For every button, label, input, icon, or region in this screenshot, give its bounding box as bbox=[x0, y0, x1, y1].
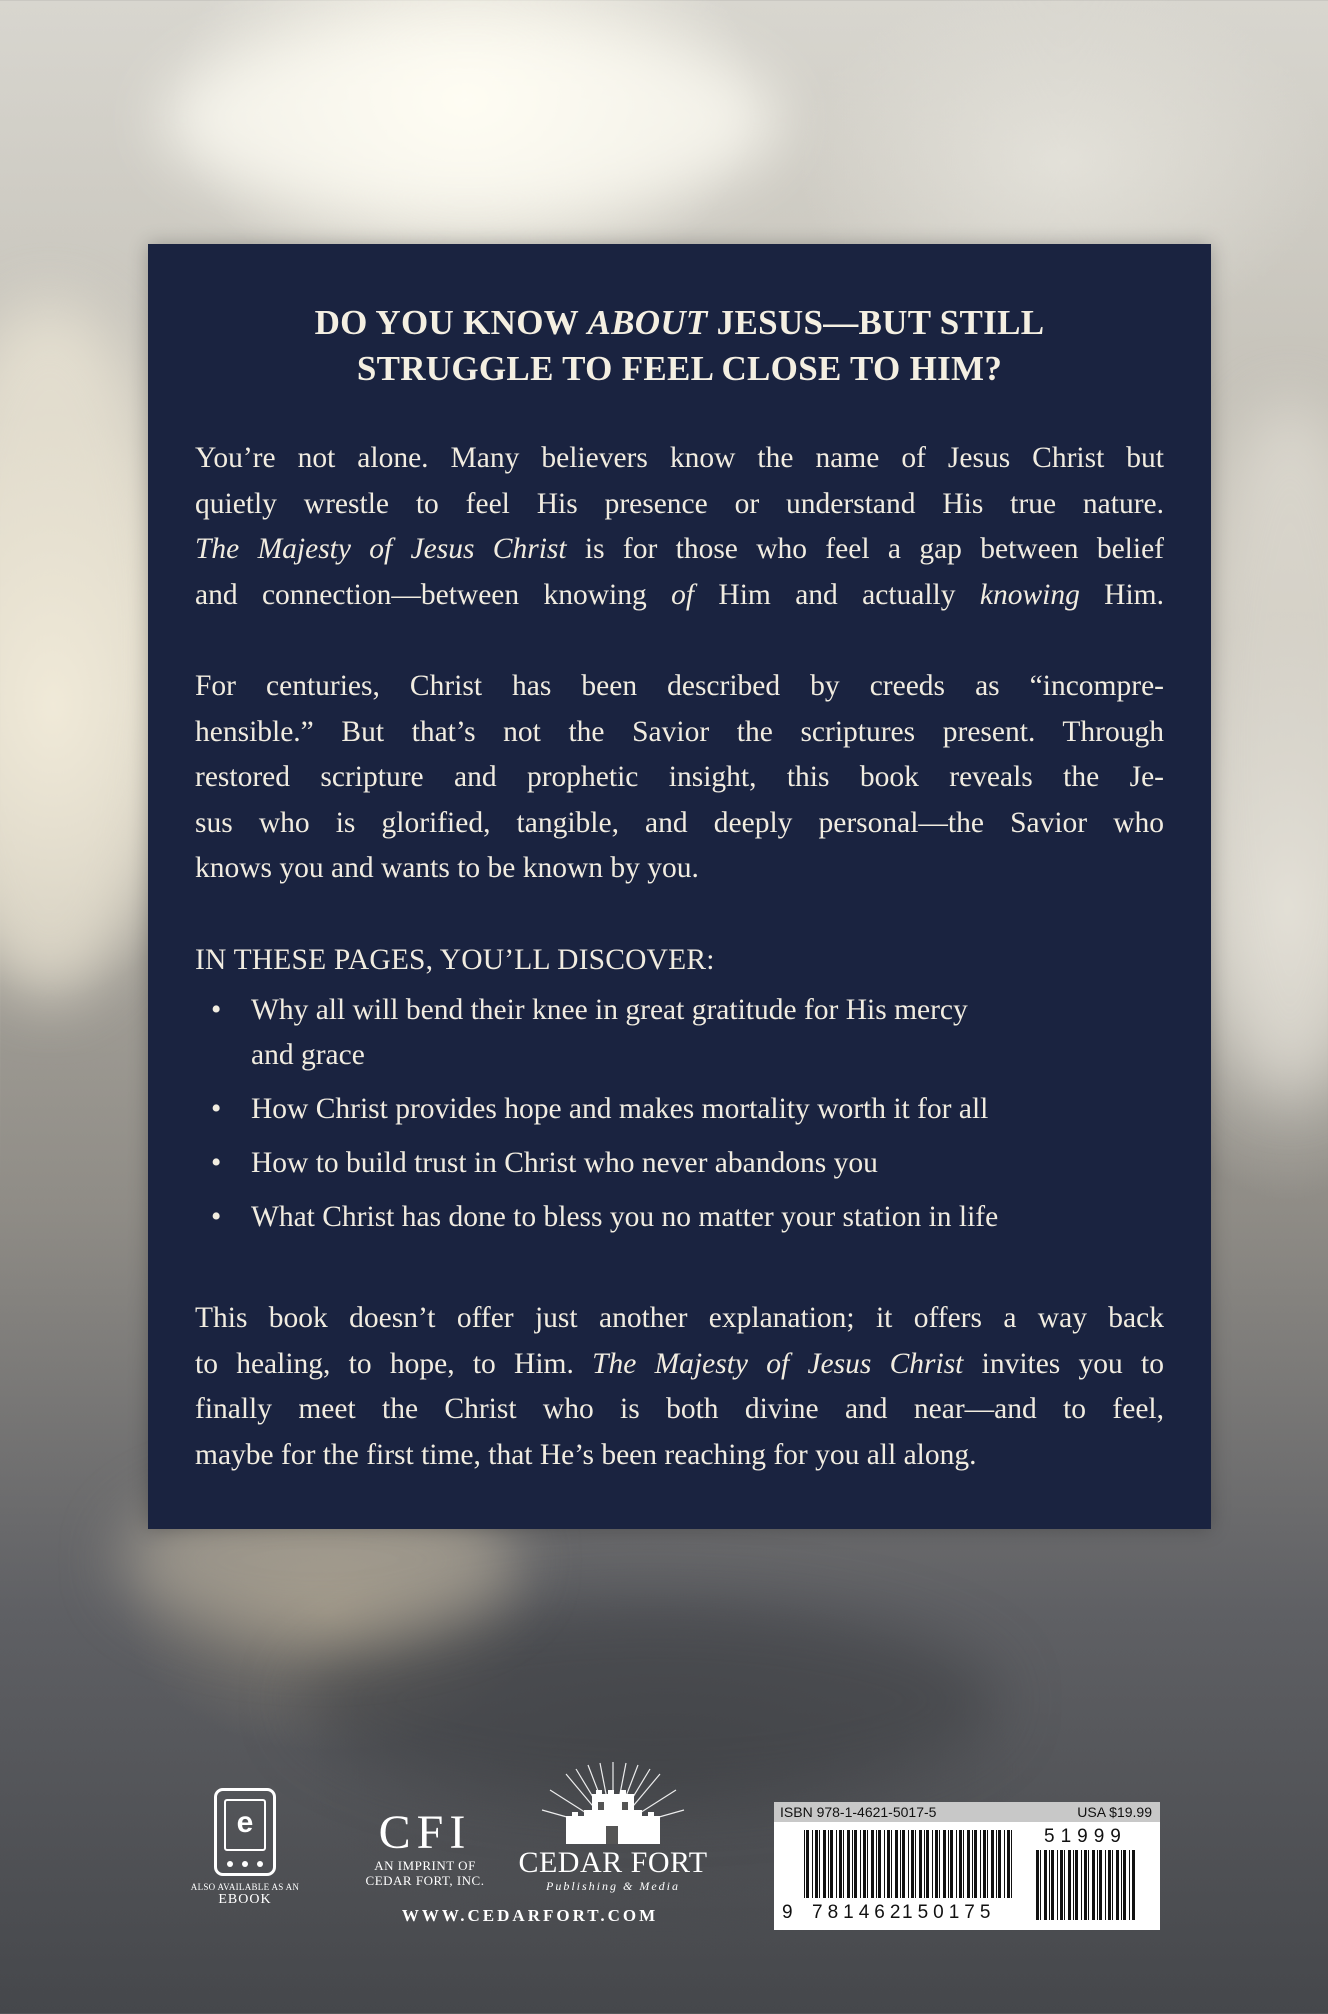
barcode-bar bbox=[1007, 1830, 1010, 1898]
barcode-bar bbox=[823, 1830, 826, 1898]
cfi-logo bbox=[350, 1808, 500, 1888]
paragraph-text: Him. bbox=[1079, 578, 1164, 611]
bullet-icon: • bbox=[211, 1147, 222, 1179]
barcode-bar bbox=[887, 1830, 890, 1898]
barcode-bar bbox=[1057, 1850, 1058, 1920]
barcode-bar bbox=[1116, 1850, 1119, 1920]
list-item-text: What Christ has done to bless you no matter your station in life bbox=[251, 1201, 999, 1233]
ebook-label: EBOOK bbox=[218, 1892, 272, 1907]
publisher-website: WWW.CEDARFORT.COM bbox=[401, 1906, 659, 1925]
bullet-icon: • bbox=[211, 994, 222, 1026]
headline-line-2: STRUGGLE TO FEEL CLOSE TO HIM? bbox=[356, 349, 1003, 388]
barcode-bar bbox=[1088, 1850, 1089, 1920]
barcode-bar bbox=[1073, 1850, 1074, 1920]
barcode-bar bbox=[852, 1830, 853, 1898]
barcode-icon bbox=[774, 1822, 1160, 1930]
barcode-bar bbox=[908, 1830, 909, 1898]
barcode-bar bbox=[1049, 1850, 1050, 1920]
barcode-bar bbox=[900, 1830, 901, 1898]
barcode-bar bbox=[943, 1830, 946, 1898]
barcode-digit: 9 bbox=[782, 1902, 793, 1923]
barcode-bar bbox=[1132, 1850, 1135, 1920]
barcode-bar bbox=[974, 1830, 977, 1898]
barcode-bar bbox=[1123, 1850, 1126, 1920]
list-item-text: How Christ provides hope and makes mortality worth it for all bbox=[251, 1093, 989, 1125]
barcode-bar bbox=[924, 1830, 925, 1898]
barcode-bar bbox=[1044, 1850, 1047, 1920]
barcode-bar bbox=[847, 1830, 850, 1898]
barcode-bar bbox=[967, 1830, 970, 1898]
paragraph-text: Him and actually bbox=[694, 578, 980, 611]
barcode-bar bbox=[1068, 1850, 1071, 1920]
barcode-bar bbox=[991, 1830, 994, 1898]
barcode-bar bbox=[980, 1830, 981, 1898]
castle-icon bbox=[538, 1760, 688, 1846]
paragraph-line: You’re not alone. Many believers know the name of Jesus Christ but bbox=[195, 442, 1164, 474]
intro-paragraph bbox=[195, 436, 1164, 618]
barcode-bar bbox=[1084, 1850, 1087, 1920]
barcode-bar bbox=[843, 1830, 844, 1898]
bullet-icon: • bbox=[211, 1201, 222, 1233]
barcode-digits-right: 150175 bbox=[902, 1902, 996, 1923]
barcode-bar bbox=[863, 1830, 866, 1898]
barcode-bar bbox=[812, 1830, 813, 1898]
barcode-bar bbox=[836, 1830, 837, 1898]
barcode-addon: 51999 bbox=[1044, 1826, 1127, 1847]
barcode-bar bbox=[1129, 1850, 1130, 1920]
paragraph-line: sus who is glorified, tangible, and deeply personal—the Savior who bbox=[195, 806, 1164, 839]
barcode-bar bbox=[828, 1830, 829, 1898]
barcode-bar bbox=[876, 1830, 877, 1898]
cedar-fort-logo bbox=[518, 1760, 708, 1894]
bullet-icon: • bbox=[211, 1093, 222, 1125]
list-item-text: Why all will bend their knee in great gratitude for His mercy bbox=[251, 994, 968, 1026]
paragraph-line: For centuries, Christ has been described by creeds as “incompre- bbox=[195, 670, 1164, 702]
paragraph-text: is for those who feel a gap between belief bbox=[566, 533, 1164, 565]
barcode-bar bbox=[891, 1830, 892, 1898]
barcode-bar bbox=[1040, 1850, 1041, 1920]
barcode-bar bbox=[959, 1830, 962, 1898]
cfi-imprint-line: CEDAR FORT, INC. bbox=[365, 1873, 485, 1888]
e-reader-icon: e bbox=[214, 1788, 276, 1876]
paragraph-line: This book doesn’t offer just another explanation; it offers a way back bbox=[195, 1302, 1164, 1334]
cedar-fort-wordmark: CEDAR FORT bbox=[518, 1846, 708, 1879]
barcode-bar bbox=[854, 1830, 857, 1898]
barcode-bar bbox=[830, 1830, 833, 1898]
barcode-bar bbox=[902, 1830, 905, 1898]
list-item bbox=[195, 1195, 1164, 1240]
barcode-bar bbox=[996, 1830, 997, 1898]
paragraph-text: to healing, to hope, to Him. bbox=[195, 1347, 593, 1380]
paragraph-line bbox=[195, 1342, 1164, 1388]
cloud-highlight bbox=[160, 20, 780, 220]
barcode-bar bbox=[1112, 1850, 1113, 1920]
paragraph-line: hensible.” But that’s not the Savior the scriptures present. Through bbox=[195, 715, 1164, 748]
list-item bbox=[195, 1087, 1164, 1132]
publisher-footer bbox=[0, 1760, 1328, 1940]
emphasis: of bbox=[671, 578, 695, 611]
barcode-bar bbox=[963, 1830, 964, 1898]
barcode-bar bbox=[911, 1830, 914, 1898]
headline-text: JESUS—BUT STILL bbox=[707, 303, 1045, 342]
emphasis: knowing bbox=[979, 578, 1080, 611]
barcode-bar bbox=[939, 1830, 940, 1898]
barcode-bar bbox=[1092, 1850, 1095, 1920]
paragraph-line: maybe for the first time, that He’s been reaching for you all along. bbox=[195, 1438, 977, 1471]
barcode-bar bbox=[1075, 1850, 1078, 1920]
isbn-number: ISBN 978-1-4621-5017-5 bbox=[780, 1804, 937, 1820]
headline-text: DO YOU KNOW bbox=[314, 303, 588, 342]
creeds-paragraph bbox=[195, 664, 1164, 892]
paragraph-line: knows you and wants to be known by you. bbox=[195, 852, 699, 884]
barcode-bar bbox=[998, 1830, 1001, 1898]
barcode-bar bbox=[804, 1830, 805, 1898]
barcode-bar bbox=[1108, 1850, 1111, 1920]
barcode-bar bbox=[819, 1830, 820, 1898]
paragraph-text: and connection—between knowing bbox=[195, 578, 672, 611]
barcode-bar bbox=[919, 1830, 922, 1898]
paragraph-line bbox=[195, 573, 1164, 619]
headline bbox=[208, 300, 1151, 392]
discover-heading: IN THESE PAGES, YOU’LL DISCOVER: bbox=[195, 944, 715, 976]
barcode-bar bbox=[935, 1830, 938, 1898]
cedar-fort-tagline: Publishing & Media bbox=[546, 1879, 680, 1893]
barcode-bar bbox=[950, 1830, 953, 1898]
barcode-bar bbox=[1036, 1850, 1039, 1920]
barcode-bar bbox=[815, 1830, 818, 1898]
barcode-bar bbox=[956, 1830, 957, 1898]
list-item-text: How to build trust in Christ who never abandons you bbox=[251, 1147, 878, 1179]
barcode-bar bbox=[884, 1830, 885, 1898]
barcode-bar bbox=[926, 1830, 929, 1898]
list-item-text: and grace bbox=[251, 1039, 365, 1071]
paragraph-line bbox=[195, 527, 1164, 573]
barcode-bar bbox=[1011, 1830, 1012, 1898]
barcode-bar bbox=[839, 1830, 842, 1898]
barcode-bar bbox=[1081, 1850, 1082, 1920]
barcode-bar bbox=[1121, 1850, 1122, 1920]
barcode-bar bbox=[878, 1830, 881, 1898]
barcode-bar bbox=[806, 1830, 809, 1898]
barcode-bar bbox=[1004, 1830, 1005, 1898]
list-item bbox=[195, 988, 1164, 1078]
cfi-wordmark: CFI bbox=[378, 1806, 472, 1859]
book-title: The Majesty of Jesus Christ bbox=[592, 1347, 964, 1380]
barcode-bar bbox=[895, 1830, 898, 1898]
barcode-bar bbox=[1051, 1850, 1054, 1920]
barcode-bar bbox=[1099, 1850, 1102, 1920]
barcode-bar bbox=[948, 1830, 949, 1898]
barcode-bar bbox=[915, 1830, 916, 1898]
barcode-bar bbox=[867, 1830, 868, 1898]
barcode-bar bbox=[860, 1830, 861, 1898]
barcode-bar bbox=[972, 1830, 973, 1898]
paragraph-line: restored scripture and prophetic insight, this book reveals the Je- bbox=[195, 761, 1164, 793]
cfi-imprint-line: AN IMPRINT OF bbox=[374, 1858, 476, 1873]
barcode-bar bbox=[987, 1830, 988, 1898]
barcode-bar bbox=[1097, 1850, 1098, 1920]
barcode-bar bbox=[1064, 1850, 1065, 1920]
paragraph-line: finally meet the Christ who is both divine and near—and to feel, bbox=[195, 1393, 1164, 1425]
barcode-bar bbox=[932, 1830, 933, 1898]
barcode-bar bbox=[1105, 1850, 1106, 1920]
paragraph-text: invites you to bbox=[963, 1347, 1164, 1380]
barcode-header bbox=[774, 1802, 1160, 1822]
price: USA $19.99 bbox=[1077, 1804, 1152, 1820]
closing-paragraph bbox=[195, 1296, 1164, 1478]
barcode-digits-left: 781462 bbox=[812, 1902, 906, 1923]
paragraph-line: quietly wrestle to feel His presence or understand His true nature. bbox=[195, 487, 1164, 520]
barcode-bar bbox=[871, 1830, 874, 1898]
ebook-badge bbox=[190, 1788, 300, 1908]
book-title: The Majesty of Jesus Christ bbox=[195, 533, 567, 565]
discover-list bbox=[195, 988, 1164, 1249]
list-item bbox=[195, 1141, 1164, 1186]
headline-emphasis: ABOUT bbox=[587, 303, 708, 342]
isbn-barcode bbox=[774, 1802, 1160, 1930]
barcode-bar bbox=[1060, 1850, 1063, 1920]
barcode-bar bbox=[983, 1830, 986, 1898]
ebook-note: ALSO AVAILABLE AS AN bbox=[190, 1882, 300, 1892]
description-panel bbox=[148, 244, 1211, 1529]
